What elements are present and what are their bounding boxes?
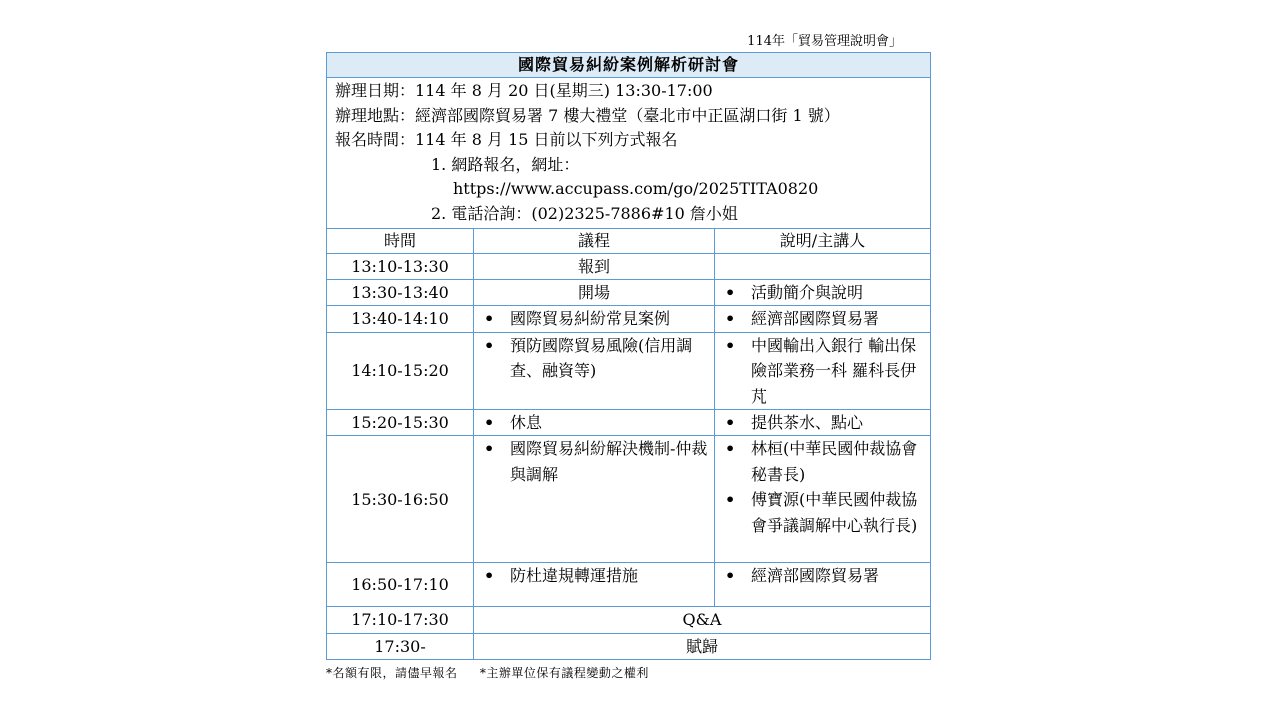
agenda-bullet-item [480,563,708,588]
speaker-cell [715,563,931,607]
speaker-bullet-item [721,436,924,487]
speaker-text: 中國輸出入銀行 輸出保險部業務一科 羅科長伊芃 [751,335,917,406]
agenda-bullet-item [480,306,708,331]
agenda-text: 預防國際貿易風險(信用調查、融資等) [510,335,693,381]
bullet-icon: • [484,413,495,432]
header-note: 114年「貿易管理說明會」 [747,34,902,49]
column-header-row [327,228,931,253]
speaker-bullet-item [721,333,924,409]
agenda-item: 開場 [474,279,715,305]
agenda-time: 17:10-17:30 [327,607,474,633]
date-line: 辦理日期：114 年 8 月 20 日(星期三) 13:30-17:00 [335,81,713,100]
seminar-table [326,52,931,660]
speaker-cell [715,410,931,436]
agenda-time: 13:40-14:10 [327,306,474,332]
agenda-item [474,436,715,563]
agenda-text: 休息 [510,413,543,432]
agenda-item [474,410,715,436]
bullet-icon: • [725,282,736,302]
agenda-time: 13:10-13:30 [327,253,474,279]
table-row [327,633,931,659]
online-registration-label: 1. 網路報名，網址： [431,154,580,174]
agenda-text: 國際貿易糾紛常見案例 [510,309,671,329]
speaker-cell [715,306,931,332]
phone-inquiry: 2. 電話洽詢：(02)2325-7886#10 詹小姐 [431,203,738,223]
speaker-bullet-item [721,410,924,435]
speaker-text: 經濟部國際貿易署 [751,309,880,329]
bullet-icon: • [725,439,736,459]
speaker-text: 林桓(中華民國仲裁協會秘書長) [751,439,918,484]
table-row [327,410,931,436]
agenda-bullet-item [480,410,708,435]
speaker-bullet-item [721,306,924,331]
speaker-bullet-item [721,487,924,538]
speaker-bullet-item [721,280,924,305]
speaker-cell [715,253,931,279]
table-row [327,436,931,563]
speaker-bullet-item [721,563,924,588]
bullet-icon: • [725,309,736,329]
agenda-text: 國際貿易糾紛解決機制-仲裁與調解 [510,439,708,484]
agenda-time: 17:30- [327,633,474,659]
agenda-body [327,253,931,660]
agenda-text: 防杜違規轉運措施 [510,566,639,586]
bullet-icon: • [725,490,736,510]
registration-line: 報名時間：114 年 8 月 15 日前以下列方式報名 [335,130,678,150]
column-header-time: 時間 [327,228,474,253]
agenda-time: 16:50-17:10 [327,563,474,607]
footnote-schedule-change: *主辦單位保有議程變動之權利 [479,666,649,680]
table-row [327,279,931,305]
bullet-icon: • [484,566,495,586]
agenda-item [474,332,715,409]
bullet-icon: • [484,439,495,459]
table-row [327,253,931,279]
agenda-merged-item: 賦歸 [474,633,931,659]
column-header-agenda: 議程 [474,228,715,253]
footnotes [326,664,649,681]
column-header-speaker: 說明/主講人 [715,228,931,253]
speaker-text: 提供茶水、點心 [751,413,864,432]
table-row [327,306,931,332]
agenda-item [474,306,715,332]
bullet-icon: • [484,335,495,355]
table-row [327,607,931,633]
speaker-text: 經濟部國際貿易署 [751,566,880,586]
agenda-item: 報到 [474,253,715,279]
agenda-bullet-item [480,436,708,487]
speaker-text: 活動簡介與說明 [751,282,864,302]
bullet-icon: • [725,566,736,586]
venue-line: 辦理地點：經濟部國際貿易署 7 樓大禮堂（臺北市中正區湖口街 1 號） [335,105,840,125]
speaker-cell [715,332,931,409]
registration-url[interactable]: https://www.accupass.com/go/2025TITA0820 [453,179,819,199]
table-row [327,563,931,607]
speaker-cell [715,436,931,563]
seminar-title: 國際貿易糾紛案例解析研討會 [327,53,931,78]
agenda-time: 15:30-16:50 [327,436,474,563]
table-row [327,332,931,409]
agenda-item [474,563,715,607]
info-block [327,78,931,229]
agenda-time: 15:20-15:30 [327,410,474,436]
agenda-bullet-item [480,333,708,384]
agenda-time: 13:30-13:40 [327,279,474,305]
speaker-text: 傅寶源(中華民國仲裁協會爭議調解中心執行長) [751,490,918,535]
bullet-icon: • [725,335,736,355]
agenda-time: 14:10-15:20 [327,332,474,409]
footnote-limited-seats: *名額有限，請儘早報名 [326,666,458,680]
agenda-merged-item: Q&A [474,607,931,633]
speaker-cell [715,279,931,305]
bullet-icon: • [725,413,736,432]
bullet-icon: • [484,309,495,329]
